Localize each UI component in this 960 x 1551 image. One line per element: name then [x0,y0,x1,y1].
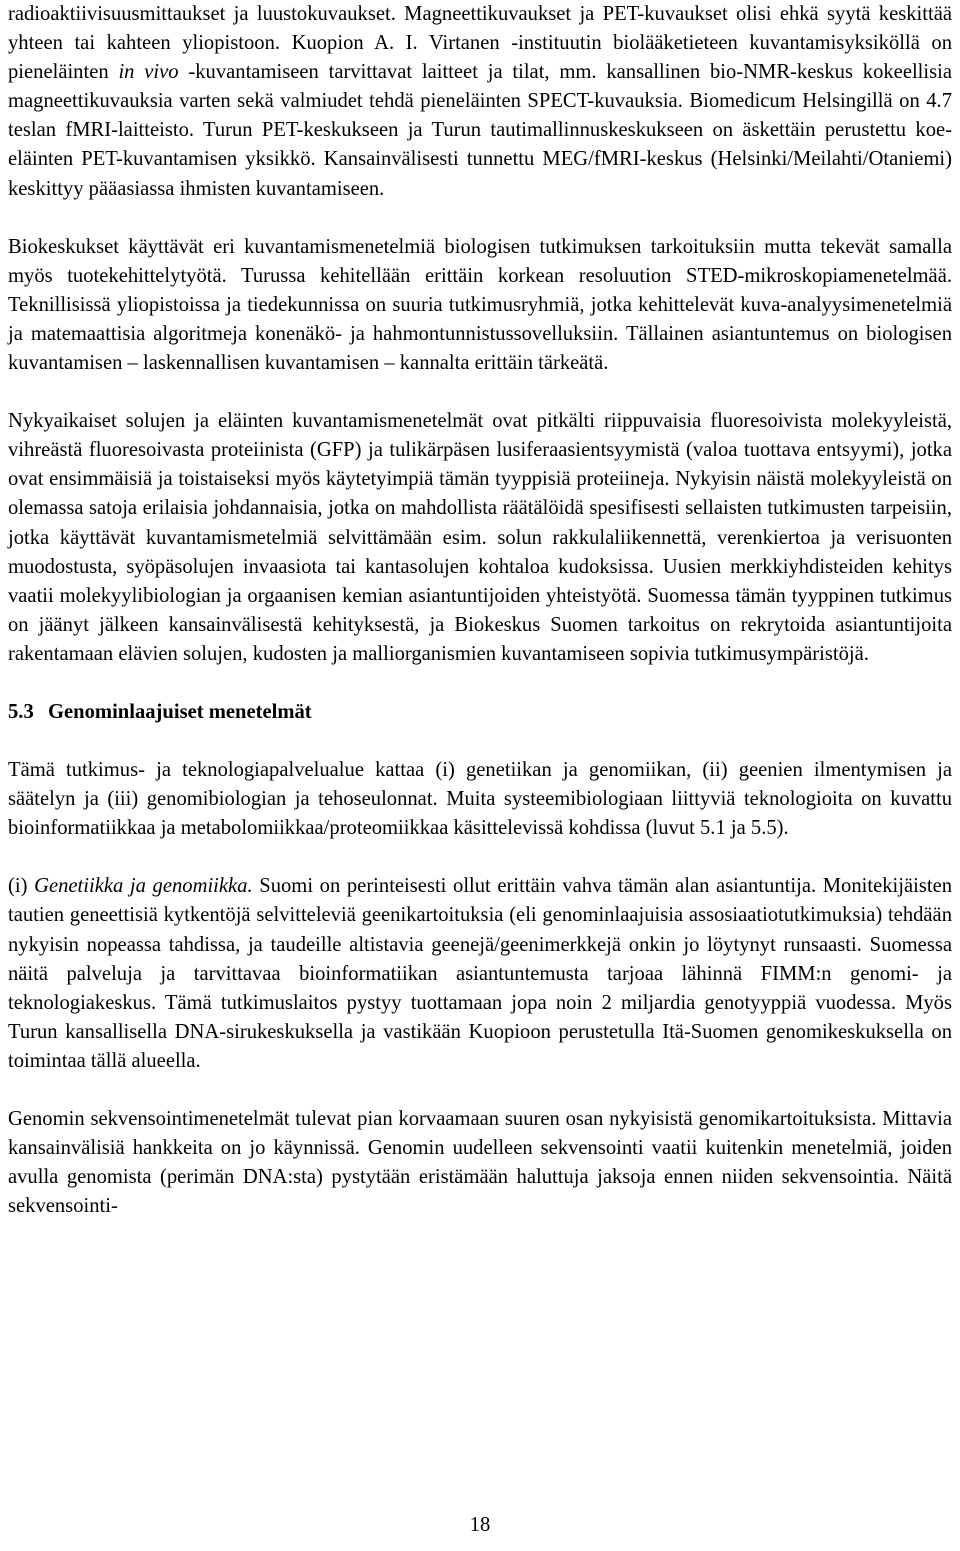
paragraph-biocenters: Biokeskukset käyttävät eri kuvantamismenetelmiä biologisen tutkimuksen tarkoituksiin mutta tekevät samalla myös tuotekehittelytyötä. Turussa kehitellään erittäin korkean resoluution STED-mikroskopiamenetelmää. Teknillisissä yliopistoissa ja tiedekunnissa on suuria tutkimusryhmiä, jotka kehittelevät kuva-analyysimenetelmiä ja matemaattisia algoritmeja konenäkö- ja hahmontunnistussovelluksiin. Tällainen asiantuntemus on biologisen kuvantamisen – laskennallisen kuvantamisen – kannalta erittäin tärkeätä. [8,235,952,375]
paragraph-genetics: (i) Genetiikka ja genomiikka. Suomi on perinteisesti ollut erittäin vahva tämän alan asiantuntija. Monitekijäisten tautien geneettisiä kytkentöjä selvitteleviä geenikartoituksia (eli genominlaajuisia assosiaatiotutkimuksia) tehdään nykyisin nopeassa tahdissa, ja taudeille altistavia geenejä/geenimerkkejä onkin jo löytynyt runsaasti. Suomessa näitä palveluja ja tarvittavaa bioinformatiikan asiantuntemusta tarjoaa lähinnä FIMM:n genomi- ja teknologiakeskus. Tämä tutkimuslaitos pystyy tuottamaan jopa noin 2 miljardia genotyyppiä vuodessa. Myös Turun kansallisella DNA-sirukeskuksella ja vastikään Kuopioon perustetulla Itä-Suomen genomikeskuksella on toimintaa tällä alueella. [8,875,952,1072]
paragraph-sequencing: Genomin sekvensointimenetelmät tulevat pian korvaamaan suuren osan nykyisistä genomikartoituksista. Mittavia kansainvälisiä hankkeita on jo käynnissä. Genomin uudelleen sekvensointi vaatii kuitenkin menetelmiä, joiden avulla genomista (perimän DNA:sta) pystytään eristämään haluttuja jaksoja ennen niiden sekvensointia. Näitä sekvensointi- [8,1108,952,1218]
paragraph-imaging-units: radioaktiivisuusmittaukset ja luustokuvaukset. Magneettikuvaukset ja PET-kuvaukset olisi ehkä syytä keskittää yhteen tai kahteen yliopistoon. Kuopion A. I. Virtanen -instituutin biolääketieteen kuvantamisyksiköllä on pieneläinten in vivo -kuvantamiseen tarvittavat laitteet ja tilat, mm. kansallinen bio-NMR-keskus kokeellisia magneettikuvauksia varten sekä valmiudet tehdä pieneläinten SPECT-kuvauksia. Biomedicum Helsingillä on 4.7 teslan fMRI-laitteisto. Turun PET-keskukseen ja Turun tautimallinnuskeskukseen on äskettäin perustettu koe-eläinten PET-kuvantamisen yksikkö. Kansainvälisesti tunnettu MEG/fMRI-keskus (Helsinki/Meilahti/Otaniemi) keskittyy pääasiassa ihmisten kuvantamiseen. [8,3,952,200]
section-number: 5.3 [8,700,34,723]
document-page [8,0,952,1221]
section-title: Genominlaajuiset menetelmät [48,700,312,723]
paragraph-section-intro: Tämä tutkimus- ja teknologiapalvelualue kattaa (i) genetiikan ja genomiikan, (ii) geenien ilmentymisen ja säätelyn ja (iii) genomibiologian ja tehoseulonnat. Muita systeemibiologiaan liittyviä teknologioita on kuvattu bioinformatiikkaa ja metabolomiikkaa/proteomiikkaa käsittelevissä kohdissa (luvut 5.1 ja 5.5). [8,759,952,840]
italic-in-vivo: in vivo [118,61,179,84]
italic-genetics-heading: Genetiikka ja genomiikka. [34,875,253,898]
paragraph-fluorescent-molecules: Nykyaikaiset solujen ja eläinten kuvantamismenetelmät ovat pitkälti riippuvaisia fluoresoivista molekyyleistä, vihreästä fluoresoivasta proteiinista (GFP) ja tulikärpäsen lusiferaasientsyymistä (valoa tuottava entsyymi), jotka ovat ensimmäisiä ja toistaiseksi myös käytetyimpiä tämän tyyppisiä proteiineja. Nykyisin näistä molekyyleistä on olemassa satoja erilaisia johdannaisia, jotka on mahdollista räätälöidä spesifisesti sellaisten tutkimusten tarpeisiin, jotka käyttävät kuvantamismetelmiä selvittämään esim. solun rakkulaliikennettä, verenkiertoa ja verisuonten muodostusta, syöpäsolujen invaasiota tai kantasolujen kohtaloa kudoksissa. Uusien merkkiyhdisteiden kehitys vaatii molekyylibiologian ja orgaanisen kemian asiantuntijoiden yhteistyötä. Suomessa tämän tyyppinen tutkimus on jäänyt jälkeen kansainvälisestä kehityksestä, ja Biokeskus Suomen tarkoitus on rekrytoida asiantuntijoita rakentamaan elävien solujen, kudosten ja malliorganismien kuvantamiseen sopivia tutkimusympäristöjä. [8,410,952,665]
section-heading [8,698,952,727]
page-number: 18 [469,1514,491,1536]
